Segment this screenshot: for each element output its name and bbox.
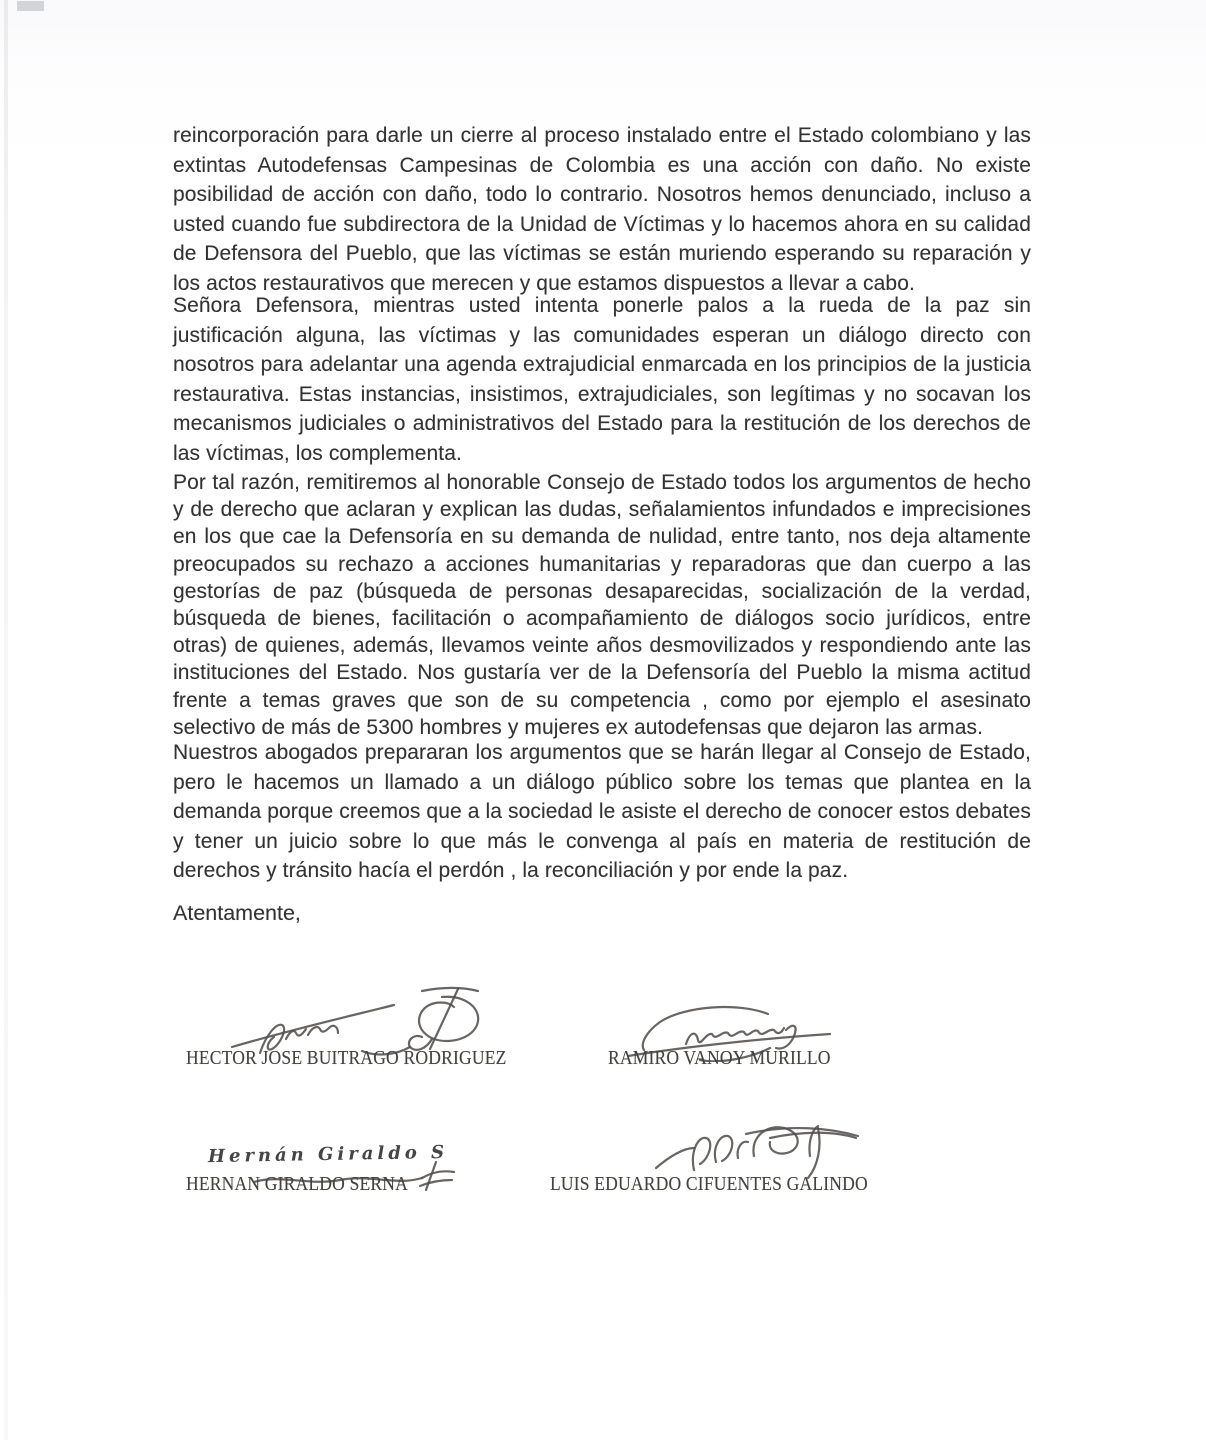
signatory-name: LUIS EDUARDO CIFUENTES GALINDO — [550, 1174, 868, 1195]
signatory-name: RAMIRO VANOY MURILLO — [608, 1048, 831, 1069]
scan-corner-artifact — [17, 1, 44, 11]
signature-block — [608, 1000, 888, 1080]
paragraph-1: reincorporación para darle un cierre al proceso instalado entre el Estado colombiano y las extintas Autodefensas Campesinas de Colombia es una acción con daño. No existe posibilidad de acción con daño, todo lo contrario. Nosotros hemos denunciado, incluso a usted cuando fue subdirectora de la Unidad de Víctimas y lo hacemos ahora en su calidad de Defensora del Pueblo, que las víctimas se están muriendo esperando su reparación y los actos restaurativos que merecen y que estamos dispuestos a llevar a cabo. — [173, 124, 1031, 295]
closing-salutation: Atentamente, — [173, 901, 301, 925]
signature-block — [186, 1141, 506, 1206]
signature-block — [186, 983, 566, 1083]
handwritten-name: Hernán Giraldo S — [207, 1141, 449, 1168]
signatory-name: HECTOR JOSE BUITRAGO RODRIGUEZ — [186, 1048, 507, 1069]
signatory-name: HERNAN GIRALDO SERNA — [186, 1174, 409, 1195]
signature-block — [545, 1122, 965, 1202]
paragraph-2: Señora Defensora, mientras usted intenta ponerle palos a la rueda de la paz sin justificación alguna, las víctimas y las comunidades esperan un diálogo directo con nosotros para adelantar una agenda extrajudicial enmarcada en los principios de la justicia restaurativa. Estas instancias, insistimos, extrajudiciales, son legítimas y no socavan los mecanismos judiciales o administrativos del Estado para la restitución de los derechos de las víctimas, los complementa. — [173, 294, 1031, 465]
scan-edge-shadow — [4, 0, 8, 1440]
paragraph-3: Por tal razón, remitiremos al honorable Consejo de Estado todos los argumentos de hecho y de derecho que aclaran y explican las dudas, señalamientos infundados e imprecisiones en los que cae la Defensoría en su demanda de nulidad, entre tanto, nos deja altamente preocupados su rechazo a acciones humanitarias y reparadoras que dan cuerpo a las gestorías de paz (búsqueda de personas desaparecidas, socialización de la verdad, búsqueda de bienes, facilitación o acompañamiento de diálogos socio jurídicos, entre otras) de quienes, además, llevamos veinte años desmovilizados y respondiendo ante las instituciones del Estado. Nos gustaría ver de la Defensoría del Pueblo la misma actitud frente a temas graves que son de su competencia , como por ejemplo el asesinato selectivo de más de 5300 hombres y mujeres ex autodefensas que dejaron las armas. — [173, 471, 1031, 739]
paragraph-4: Nuestros abogados prepararan los argumentos que se harán llegar al Consejo de Estado, pero le hacemos un llamado a un diálogo público sobre los temas que plantea en la demanda porque creemos que a la sociedad le asiste el derecho de conocer estos debates y tener un juicio sobre lo que más le convenga al país en materia de restitución de derechos y tránsito hacía el perdón , la reconciliación y por ende la paz. — [173, 741, 1031, 882]
